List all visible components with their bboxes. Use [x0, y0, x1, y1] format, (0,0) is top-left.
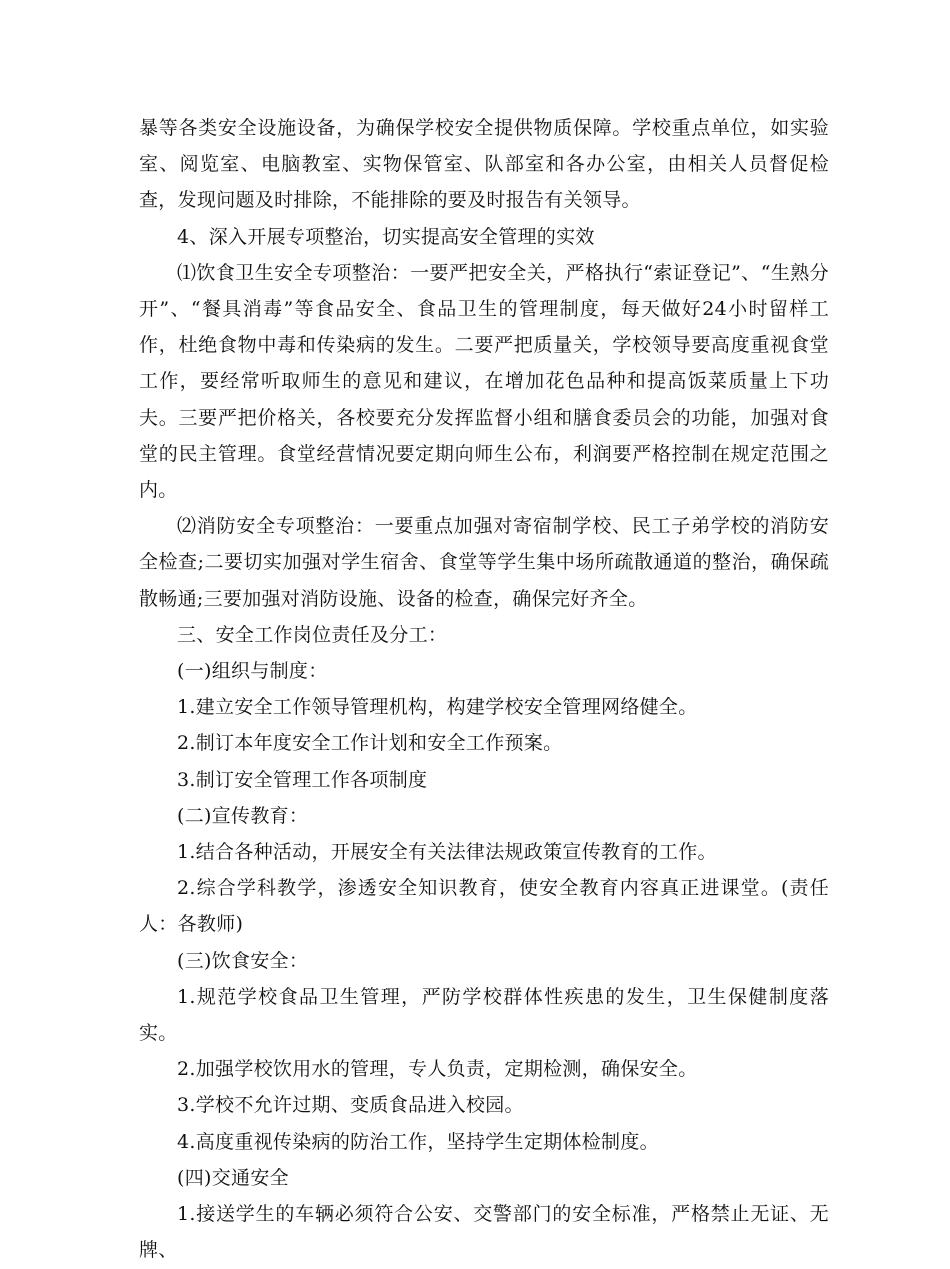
subheading-organization: (一)组织与制度：: [177, 660, 328, 683]
list-item: 1.建立安全工作领导管理机构，构建学校安全管理网络健全。: [177, 696, 698, 719]
subheading-food: (三)饮食安全：: [177, 949, 309, 972]
list-item: 3.学校不允许过期、变质食品进入校园。: [177, 1094, 524, 1117]
paragraph-food-safety: ⑴饮食卫生安全专项整治：一要严把安全关，严格执行“索证登记”、“生熟分开”、“餐具消毒”等食品安全、食品卫生的管理制度，每天做好24小时留样工作，杜绝食物中毒和传染病的发生。二要严把质量关，学校领导要高度重视食堂工作，要经常听取师生的意见和建议，在增加花色品种和提高饭菜质量上下功夫。三要严把价格关，各校要充分发挥监督小组和膳食委员会的功能，加强对食堂的民主管理。食堂经营情况要定期向师生公布，利润要严格控制在规定范围之内。: [139, 261, 829, 502]
document-body: [139, 110, 829, 1269]
paragraph-continuation: 暴等各类安全设施设备，为确保学校安全提供物质保障。学校重点单位，如实验室、阅览室、电脑教室、实物保管室、队部室和各办公室，由相关人员督促检查，发现问题及时排除，不能排除的要及时报告有关领导。: [139, 117, 829, 212]
list-item: 3.制订安全管理工作各项制度: [177, 768, 428, 791]
list-item: 1.接送学生的车辆必须符合公安、交警部门的安全标准，严格禁止无证、无牌、: [139, 1203, 829, 1262]
list-item: 2.加强学校饮用水的管理，专人负责，定期检测，确保安全。: [177, 1058, 698, 1081]
paragraph-fire-safety: ⑵消防安全专项整治：一要重点加强对寄宿制学校、民工子弟学校的消防安全检查;二要切实加强对学生宿舍、食堂等学生集中场所疏散通道的整治，确保疏散畅通;三要加强对消防设施、设备的检查，确保完好齐全。: [139, 515, 829, 610]
paragraph-heading-4: 4、深入开展专项整治，切实提高安全管理的实效: [177, 225, 595, 248]
subheading-education: (二)宣传教育：: [177, 804, 309, 827]
list-item: 1.结合各种活动，开展安全有关法律法规政策宣传教育的工作。: [177, 841, 717, 864]
list-item: 2.综合学科教学，渗透安全知识教育，使安全教育内容真正进课堂。(责任人：各教师): [139, 877, 829, 936]
list-item: 2.制订本年度安全工作计划和安全工作预案。: [177, 732, 563, 755]
list-item: 4.高度重视传染病的防治工作，坚持学生定期体检制度。: [177, 1130, 659, 1153]
list-item: 1.规范学校食品卫生管理，严防学校群体性疾患的发生，卫生保健制度落实。: [139, 985, 829, 1045]
subheading-traffic: (四)交通安全: [177, 1166, 289, 1189]
section-heading-duties: 三、安全工作岗位责任及分工：: [177, 623, 448, 646]
